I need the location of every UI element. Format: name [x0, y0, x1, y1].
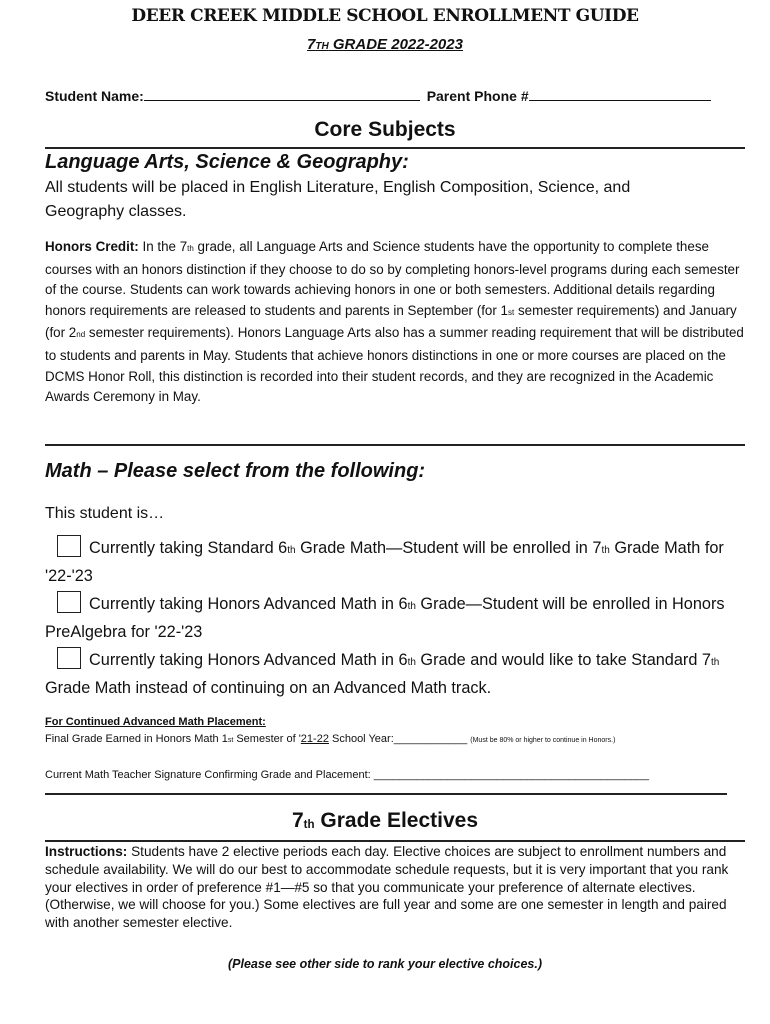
- teacher-signature-field[interactable]: _____________________________________________: [373, 769, 650, 781]
- divider: [45, 147, 745, 149]
- math-lead-text: This student is…: [45, 505, 165, 522]
- checkbox[interactable]: [57, 591, 81, 613]
- core-intro-text: All students will be placed in English Literature, English Composition, Science, and Geography classes.: [45, 179, 631, 220]
- divider: [45, 444, 745, 446]
- math-heading: Math – Please select from the following:: [45, 460, 426, 482]
- math-option-prealgebra: Currently taking Honors Advanced Math in 6th Grade—Student will be enrolled in Honors PreAlgebra for '22-'23: [45, 591, 735, 644]
- student-name-label: Student Name:: [45, 88, 144, 104]
- math-option-standard: Currently taking Standard 6th Grade Math—Student will be enrolled in 7th Grade Math for '22-'23: [45, 535, 735, 588]
- final-grade-field[interactable]: ____________: [393, 733, 468, 745]
- electives-heading: $7_{th}$ Grade Electives: [291, 809, 479, 832]
- parent-phone-label: Parent Phone #: [426, 88, 529, 104]
- divider: [45, 840, 745, 842]
- checkbox[interactable]: [57, 647, 81, 669]
- parent-phone-field[interactable]: [529, 88, 711, 101]
- language-arts-heading: Language Arts, Science & Geography:: [45, 151, 409, 173]
- document-title: DEER CREEK MIDDLE SCHOOL ENROLLMENT GUIDE: [131, 6, 639, 26]
- student-name-field[interactable]: [144, 88, 420, 101]
- divider: [45, 793, 727, 795]
- core-subjects-heading: Core Subjects: [314, 118, 456, 141]
- honors-credit-paragraph: Honors Credit: In the 7th grade, all Language Arts and Science students have the opportunity to complete these courses with an honors distinction if they choose to do so by completing honors-level programs during each semester of the course. Students can work towards achieving honors in one or both semesters. Additional details regarding honors requirements are released to students and parents in September (for 1st semester requirements) and January (for 2nd semester requirements). Honors Language Arts also has a summer reading requirement that will be distributed to students and parents in May. Students that achieve honors distinctions in one or more courses are placed on the DCMS Honor Roll, this distinction is recorded into their student records, and they are recognized in the Academic Awards Ceremony in May.: [45, 239, 744, 405]
- math-option-switch-standard: Currently taking Honors Advanced Math in 6th Grade and would like to take Standard 7th Grade Math instead of continuing on an Advanced Math track.: [45, 647, 735, 700]
- grade-year-subtitle: 7TH GRADE 2022-2023: [307, 36, 463, 53]
- teacher-signature-row: Current Math Teacher Signature Confirming Grade and Placement: _____________________________________________: [45, 769, 650, 781]
- see-other-side-note: (Please see other side to rank your elective choices.): [227, 957, 543, 971]
- student-info-row: [45, 88, 711, 104]
- electives-instructions: Instructions: Students have 2 elective periods each day. Elective choices are subject to enrollment numbers and schedule availability. We will do our best to accommodate schedule requests, but it is very important that you rank your electives in order of preference #1—#5 so that you communicate your preference of alternate electives. (Otherwise, we will choose for you.) Some electives are full year and some are one semester in length and paired with another semester elective.: [45, 844, 729, 931]
- final-grade-row: Final Grade Earned in Honors Math 1st Semester of '21-22 School Year:____________ (Must be 80% or higher to continue in Honors.): [45, 733, 616, 745]
- checkbox[interactable]: [57, 535, 81, 557]
- advanced-placement-heading: For Continued Advanced Math Placement:: [45, 716, 266, 728]
